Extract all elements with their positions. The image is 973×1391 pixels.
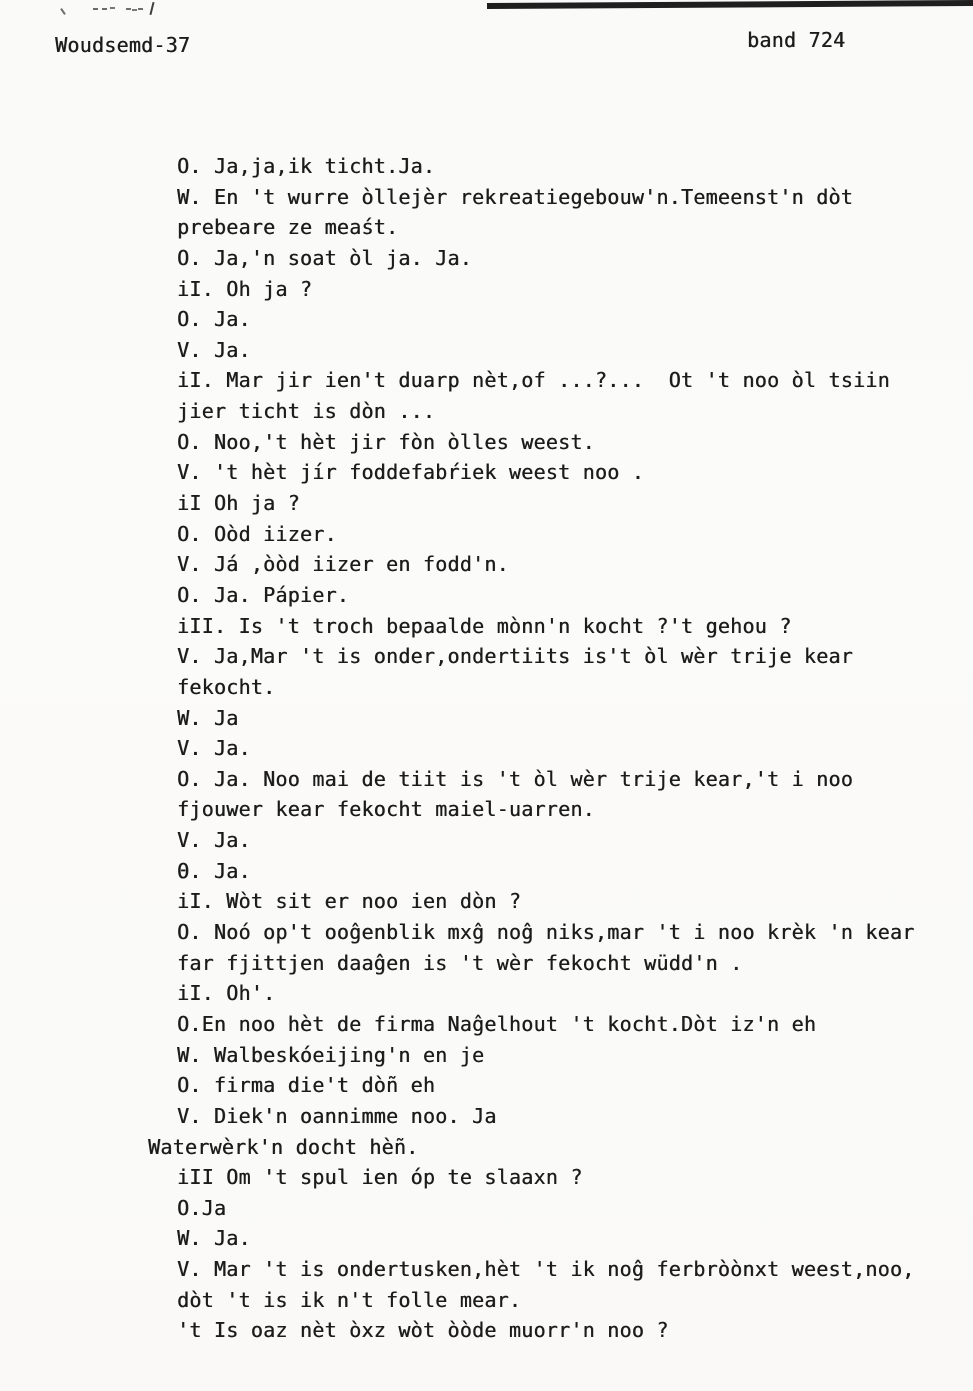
transcript-line: V. Já ,òòd iizer en fodd'n. — [177, 552, 509, 577]
scan-artifact — [93, 8, 98, 10]
transcript-line: iII Om 't spul ien óp te slaaxn ? — [177, 1165, 583, 1190]
transcript-line: V. Ja. — [177, 828, 251, 853]
transcript-line: dòt 't is ik n't folle mear. — [177, 1287, 522, 1312]
transcript-line: W. Ja — [177, 705, 239, 730]
transcript-line: iI. Mar jir ien't duarp nèt,of ...?... Ot 't noo òl tsiin — [177, 368, 890, 393]
transcript-line: O.En noo hèt de firma Naĝelhout 't kocht.Dòt iz'n eh — [177, 1011, 817, 1036]
transcript-line: W. Walbeskóeijing'n en je — [177, 1042, 485, 1067]
transcript-line: Waterwèrk'n docht hèñ. — [148, 1134, 419, 1159]
transcript-line: iII. Is 't troch bepaalde mònn'n kocht ?'t gehou ? — [177, 613, 792, 638]
transcript-line: V. Ja. — [177, 736, 251, 761]
tape-band-label: band 724 — [747, 28, 846, 52]
transcript-line: O.Ja — [177, 1195, 227, 1220]
transcript-line: iI. Oh ja ? — [177, 276, 313, 301]
transcript-line: O. Noo,'t hèt jir fòn òlles weest. — [177, 429, 595, 454]
transcript-line: 't Is oaz nèt òxz wòt òòde muorr'n noo ? — [177, 1318, 669, 1343]
transcript-line: O. firma die't dòñ eh — [177, 1073, 436, 1098]
scan-artifact — [149, 2, 154, 15]
transcript-line: O. Ja. Noo mai de tiit is 't òl wèr trije kear,'t i noo — [177, 766, 854, 791]
transcript-line: far fjittjen daaĝen is 't wèr fekocht wüdd'n . — [177, 950, 743, 975]
transcript-line: Θ. Ja. — [177, 858, 251, 883]
transcript-line: O. Oòd iizer. — [177, 521, 337, 546]
transcript-line: O. Ja. Pápier. — [177, 582, 350, 607]
transcript — [148, 151, 967, 1346]
transcript-line: iI Oh ja ? — [177, 491, 300, 516]
transcript-line: O. Ja,'n soat òl ja. Ja. — [177, 245, 472, 270]
transcript-line: O. Noó op't ooĝenblik mxĝ noĝ niks,mar 't i noo krèk 'n kear — [177, 920, 915, 945]
transcript-line: V. Diek'n oannimme noo. Ja — [177, 1103, 497, 1128]
transcript-line: fjouwer kear fekocht maiel-uarren. — [177, 797, 595, 822]
transcript-line: W. En 't wurre òllejèr rekreatiegebouw'n.Temeenst'n dòt — [177, 184, 854, 209]
top-edge-rule — [487, 0, 973, 9]
transcript-line: fekocht. — [177, 674, 276, 699]
transcript-line: V. Mar 't is ondertusken,hèt 't ik noĝ ferbròònxt weest,noo, — [177, 1257, 915, 1282]
transcript-line: iI. Oh'. — [177, 981, 276, 1006]
transcript-line: W. Ja. — [177, 1226, 251, 1251]
document-id-label: Woudsemd-37 — [55, 33, 191, 57]
scan-artifact — [60, 8, 66, 15]
transcript-line: iI. Wòt sit er noo ien dòn ? — [177, 889, 522, 914]
transcript-line: O. Ja. — [177, 307, 251, 332]
transcript-line: jier ticht is dòn ... — [177, 399, 436, 424]
transcript-line: prebeare ze meaśt. — [177, 215, 399, 240]
transcript-line: V. Ja. — [177, 337, 251, 362]
transcript-line: V. Ja,Mar 't is onder,ondertiits is't òl wèr trije kear — [177, 644, 854, 669]
transcript-line: O. Ja,ja,ik ticht.Ja. — [177, 154, 436, 178]
transcript-line: V. 't hèt jír foddefabŕiek weest noo . — [177, 460, 645, 485]
